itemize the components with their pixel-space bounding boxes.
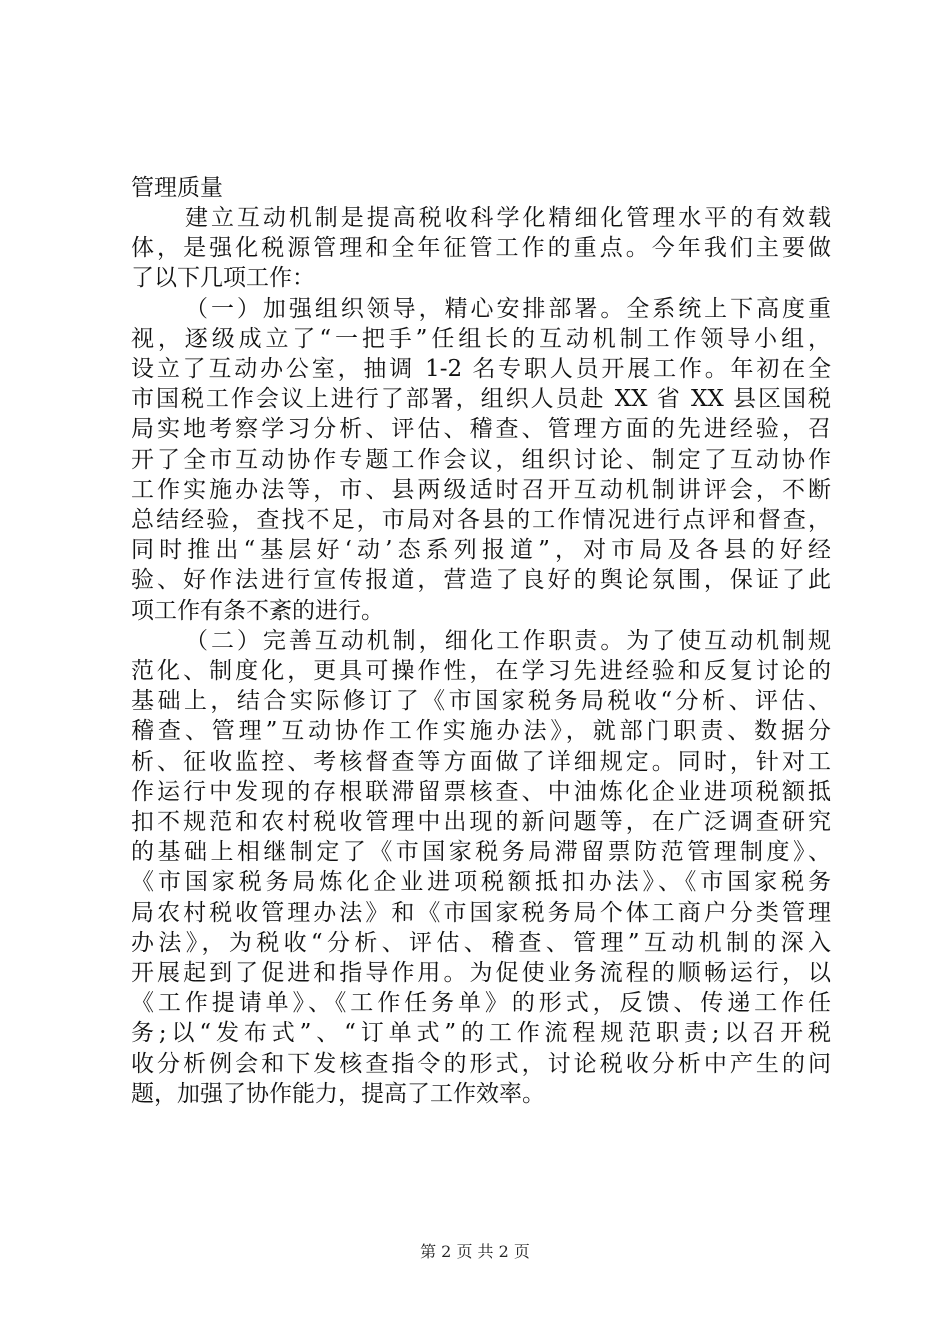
text-line: 《市国家税务局炼化企业进项税额抵扣办法》、《市国家税务 <box>131 869 831 895</box>
text-line: 视，逐级成立了“一把手”任组长的互动机制工作领导小组， <box>131 326 831 352</box>
text-line: （二）完善互动机制，细化工作职责。为了使互动机制规 <box>185 628 831 654</box>
text-line: 的基础上相继制定了《市国家税务局滞留票防范管理制度》、 <box>131 839 831 865</box>
text-line: 建立互动机制是提高税收科学化精细化管理水平的有效载 <box>185 205 831 231</box>
text-line: 验、好作法进行宣传报道，营造了良好的舆论氛围，保证了此 <box>131 567 831 593</box>
text-line: 题，加强了协作能力，提高了工作效率。 <box>131 1081 545 1107</box>
text-line: 开了全市互动协作专题工作会议，组织讨论、制定了互动协作 <box>131 447 831 473</box>
text-line: 办法》，为税收“分析、评估、稽查、管理”互动机制的深入 <box>131 930 831 956</box>
text-line: 了以下几项工作： <box>131 265 315 291</box>
text-line: 稽查、管理”互动协作工作实施办法》，就部门职责、数据分 <box>131 718 831 744</box>
text-line: 范化、制度化，更具可操作性，在学习先进经验和反复讨论的 <box>131 658 831 684</box>
text-line: 设立了互动办公室，抽调 1-2 名专职人员开展工作。年初在全 <box>131 356 831 382</box>
text-line: 扣不规范和农村税收管理中出现的新问题等，在广泛调查研究 <box>131 809 831 835</box>
text-line: 作运行中发现的存根联滞留票核查、中油炼化企业进项税额抵 <box>131 779 831 805</box>
text-line: 析、征收监控、考核督查等方面做了详细规定。同时，针对工 <box>131 749 831 775</box>
text-line: 局实地考察学习分析、评估、稽查、管理方面的先进经验，召 <box>131 416 831 442</box>
text-line: （一）加强组织领导，精心安排部署。全系统上下高度重 <box>185 296 831 322</box>
text-line: 局农村税收管理办法》和《市国家税务局个体工商户分类管理 <box>131 900 831 926</box>
text-line: 《工作提请单》、《工作任务单》的形式，反馈、传递工作任 <box>131 990 831 1016</box>
text-line: 管理质量 <box>131 175 223 201</box>
text-line: 同时推出“基层好‘动’态系列报道”，对市局及各县的好经 <box>131 537 831 563</box>
text-line: 务;以“发布式”、“订单式”的工作流程规范职责;以召开税 <box>131 1020 831 1046</box>
text-line: 基础上，结合实际修订了《市国家税务局税收“分析、评估、 <box>131 688 831 714</box>
text-line: 总结经验，查找不足，市局对各县的工作情况进行点评和督查， <box>131 507 831 533</box>
text-line: 项工作有条不紊的进行。 <box>131 598 384 624</box>
text-line: 开展起到了促进和指导作用。为促使业务流程的顺畅运行，以 <box>131 960 831 986</box>
page-number-footer: 第 2 页 共 2 页 <box>420 1242 530 1261</box>
text-line: 收分析例会和下发核查指令的形式，讨论税收分析中产生的问 <box>131 1051 831 1077</box>
text-line: 体，是强化税源管理和全年征管工作的重点。今年我们主要做 <box>131 235 831 261</box>
text-line: 工作实施办法等，市、县两级适时召开互动机制讲评会，不断 <box>131 477 831 503</box>
text-line: 市国税工作会议上进行了部署，组织人员赴 XX 省 XX 县区国税 <box>131 386 831 412</box>
